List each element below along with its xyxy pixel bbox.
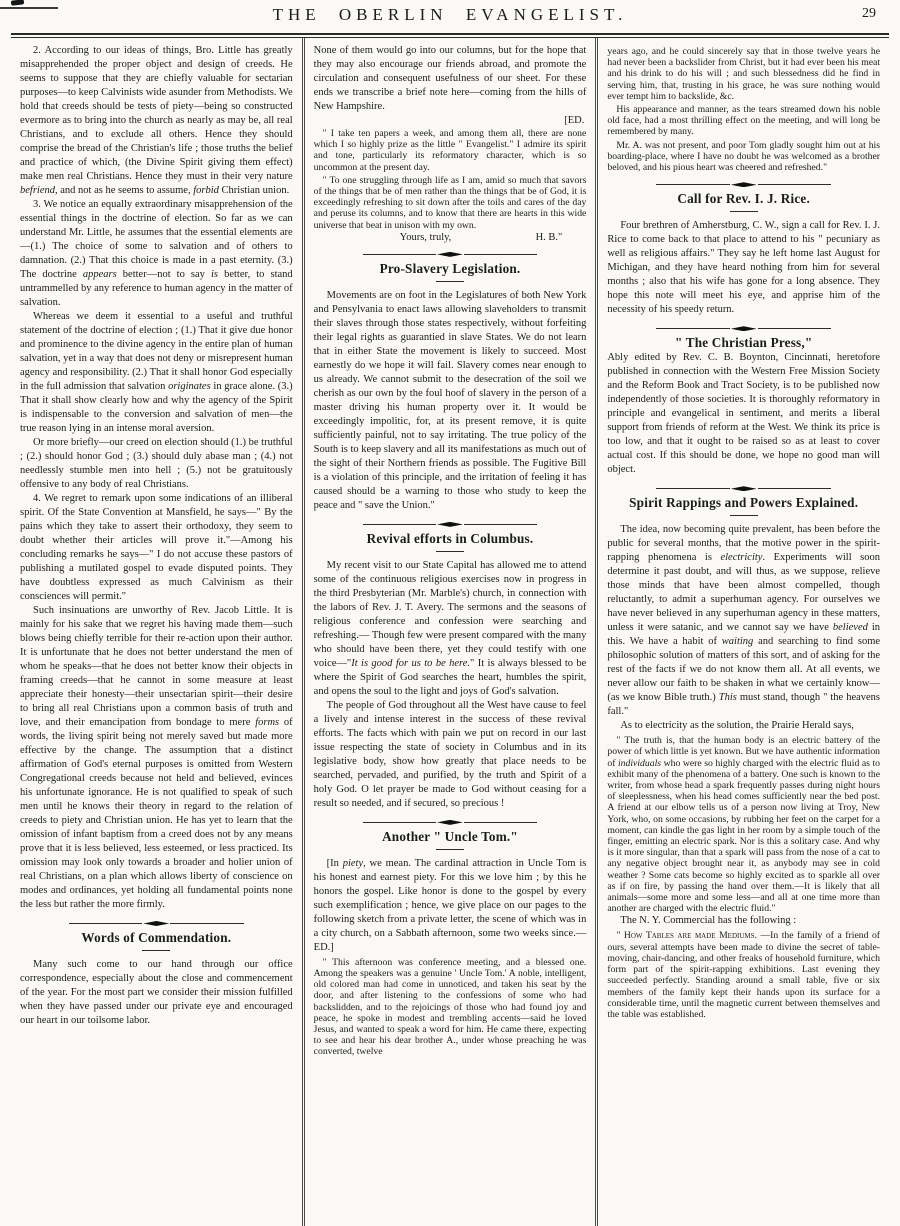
article-heading: Spirit Rappings and Powers Explained. <box>629 495 859 511</box>
divider-line <box>464 254 537 255</box>
page-title: THE OBERLIN EVANGELIST. <box>272 5 628 24</box>
divider-line <box>656 184 729 185</box>
article-heading: Call for Rev. I. J. Rice. <box>677 191 810 207</box>
paragraph: 2. According to our ideas of things, Bro. Little has greatly misapprehended the proper object and design of creeds. He seems to suppose that they are chiefly valuable for sectarian purposes—to keep Calvinists wide asunder from Methodists. We hold that creeds should be tests of piety—being so constructed evermore as to bring into the church as nearly as may be, all real Christians, and to exclude all others. Hence they should comprise the bread of the Christian's life ; those truths the belief and practice of which, (the Divine Spirit giving them effect) make men real Christians. Hence they must in their very nature befriend, and not as he seems to assume, forbid Christian union. <box>20 45 293 196</box>
paragraph: Four brethren of Amherstburg, C. W., sign a call for Rev. I. J. Rice to come back to that place to attend to his " pecuniary as well as religious affairs." They say he left home last August for Michigan, and they have heard nothing from him for several months ; also that his wife has gone for a long absence. They hope this note will meet his eye, and apprise him of the necessity of his speedy return. <box>607 220 881 316</box>
paragraph: Ably edited by Rev. C. B. Boynton, Cincinnati, heretofore published in connection with the Western Free Mission Society and the Reform Book and Tract Society, is to be published now independently of those societies. It is thoroughly reformatory in principle and evangelical in sentiment, and merits a liberal support from friends of reform at the West. We think its price is too low, and that it ought to be raised so as at least to cover actual cost. If this should be done, we hope no good man will object. <box>607 352 881 476</box>
paragraph: Or more briefly—our creed on election should (1.) be truthful ; (2.) should honor God ; (3.) should duly abase man ; (4.) not needlessly stumble men into hell ; (5.) not be gratuitously offensive to any body of real Christians. <box>20 437 293 490</box>
quote-paragraph: " How Tables are made Mediums. —In the family of a friend of ours, several attempts have been made to divine the secret of table-moving, chair-dancing, and other freaks of household furniture, which form part of the spirit-rapping exhibitions. Last evening they succeeded perfectly. Standing around a small table, five or six members of the family kept their hands upon its surface for a considerable time, until the magnetic current between themselves and the table was established. <box>607 930 881 1020</box>
columns <box>11 38 889 1226</box>
heading-rule <box>436 849 464 850</box>
section-divider <box>656 486 831 491</box>
divider-diamond-icon <box>731 326 757 331</box>
divider-line <box>758 328 831 329</box>
quote-paragraph: " The truth is, that the human body is an electric battery of the power of which little is yet known. But we have authentic information of individuals who were so highly charged with the electric fluid as to exhibit many of the phenomena of a battery. One such is known to the writer, from whose head a spark frequently passes during night hours of sleeplessness, when his head comes sufficiently near the bed post. A friend at our elbow tells us of a person now living at Troy, New York, who, on some occasions, by rubbing her feet on the carpet for a moment, can kindle the gas light in her room by a simple touch of the finger, emitting an electric spark. Nor is this a solitary case. And why is it more singular, than that a spark will pass from the nose of a cat to any negative object brought near it, as anybody may see in cold weather ? Some cats become so highly excited as to sparkle all over as if on fire, by passing the hand over them.—It is likely that all animals—some more and some less—and all at one time more than another are charged with the electric fluid." <box>607 735 881 915</box>
quote-paragraph: His appearance and manner, as the tears streamed down his noble old face, had a most thrilling effect on the meeting, and will long be remembered by many. <box>607 104 881 138</box>
signature-text: Yours, truly, <box>399 231 452 243</box>
paragraph: The people of God throughout all the West have cause to feel a lively and intense interest in the success of these revival efforts. The facts which with pain we put on record in our last issue respecting the state of society in Columbus and in its legislative body, show how greatly that place needs to be searched, pervaded, and purified, by the truth and Spirit of a holy God. O let prayer be made to God without ceasing for a result so needed, and if secured, so precious ! <box>313 699 587 809</box>
section-divider <box>363 522 538 527</box>
divider-line <box>758 184 831 185</box>
paragraph: As to electricity as the solution, the Prairie Herald says, <box>620 720 854 732</box>
page-number: 29 <box>862 6 876 21</box>
divider-diamond-icon <box>731 486 757 491</box>
section-divider <box>363 820 538 825</box>
signature-line <box>314 232 587 243</box>
heading-rule <box>436 281 464 282</box>
divider-line <box>758 488 831 489</box>
quote-paragraph: " This afternoon was conference meeting, and a blessed one. Among the speakers was a genuine ' Uncle Tom.' A noble, intelligent, old colored man had come in unnoticed, and taken his seat by the door, and after listening to the confessions of some who had backslidden, and to the rejoicings of those who had found joy and peace, he spoke in modest and trembling accents—said he loved Jesus, and wanted to speak a word for him. He came there, expecting to see and hear his dear brother A., under whose preaching he was converted, twelve <box>313 956 587 1058</box>
divider-line <box>656 488 729 489</box>
divider-line <box>363 822 436 823</box>
heading-rule <box>142 950 170 951</box>
section-divider <box>363 252 538 257</box>
article-heading: Revival efforts in Columbus. <box>366 530 534 546</box>
heading-rule <box>436 551 464 552</box>
paragraph: Movements are on foot in the Legislatures of both New York and Pensylvania to enact laws allowing slaveholders to transmit their slaves through those states respectively, without forfeiting their legal rights as guarantied in slave States. We do not learn that in either State the movement is likely to succeed. Most earnestly do we hope it will fail. Slavery comes near enough to us already. We cannot submit to the desecration of the soil we cherish as our own by the foul hoof of slavery in the person of a master driving his human property over it. It would be exceedingly impolitic, for, at its present remove, it is quite sufficiently painful, not to say irritating. The true policy of the South is to keep slavery and all its manifestations as much out of the sight of their Northern friends as possible. The Fugitive Bill is a violation of this principle, and the irritation of feeling it has caused should be a warning to those who study to keep the peace and " save the Union." <box>313 289 587 511</box>
paragraph: Whereas we deem it essential to a useful and truthful statement of the doctrine of election ; (1.) That it give due honor and prominence to the divine agency in the entire plan of human salvation, yet in a way that does not deny or misrepresent human agency and responsibility. (2.) That it shall honor God especially in the full admission that salvation originates in grace alone. (3.) That it shall show clearly how and why the agency of the Spirit is indispensable to the conversion and salvation of men—the true reason lying in an intense moral aversion. <box>20 311 293 434</box>
divider-line <box>656 328 729 329</box>
divider-line <box>363 254 436 255</box>
divider-diamond-icon <box>437 820 463 825</box>
paragraph: Such insinuations are unworthy of Rev. Jacob Little. It is mainly for his sake that we regret his having made them—such blows being chiefly terrible for their re-action upon their author. It is unfortunate that he does not better understand the men of whom he speaks—that he does not better know their objects in framing creeds—that he cannot in some measure at least appreciate their honesty—their unsectarian spirit—their desire to bring all real Christians upon a common basis of truth and love, and their emancipation from bondage to mere forms of words, the living spirit being not merely saved but made more effective by the change. The assumption that a distinct affirmation of God's eternal purposes is omitted from Western Congregational creeds because not held and believed, evinces his unfortunate ignorance. He is not qualified to speak of such men until he knows their theory in regard to the relation of creeds to piety and Christian union. He has yet to learn that the omission of infant baptism from a creed does not by any means prove that it is less believed, less esteemed, or less practiced. Its omission may look only towards a broader and holier union of real Christians, on a plan which allows liberty of conscience on modes and ordinances, yet holding all fundamental points none the less but rather the more firmly. <box>20 605 293 910</box>
paragraph: My recent visit to our State Capital has allowed me to attend some of the continuous religious exercises now in progress in the third Presbyterian (Mr. Marble's) church, in connection with the labors of Rev. J. T. Avery. The sermons and the seasons of religious conference and confession were searching and refreshing.— Though few were present compared with the many who should have been there, yet they could testify with one voice—"It is good for us to be here." It is always blessed to be where the Spirit of God searches the heart, humbles the spirit, and opens the soul to the light and joys of God's salvation. <box>313 559 587 697</box>
article-heading: Pro-Slavery Legislation. <box>379 260 521 276</box>
quote-paragraph: years ago, and he could sincerely say that in those twelve years he had never been a backslider from Christ, but it had ever been his meat and his drink to do his will ; and such blessedness did he find in serving him, that, trusting in his grace, he was sure nothing would ever tempt him to backslide, &c. <box>607 46 881 102</box>
signature-name: H. B." <box>535 231 563 243</box>
divider-line <box>464 524 537 525</box>
column-2 <box>302 38 596 1226</box>
column-1 <box>11 38 302 1226</box>
paragraph: The idea, now becoming quite prevalent, has been before the public for several months, that the motive power in the spirit-rapping phenomena is electricity. Experiments will soon determine it past doubt, and will thus, as we suppose, relieve those minds that have been almost compelled, though reluctantly, to admit a superhuman agency. For ourselves we have never believed in any superhuman agency in these matters, unless it were satanic, and we cannot say we have believed in this. We have a habit of waiting and searching to find some philosophic solution of matters of this sort, and of asking for the rest of the facts if we do not know them all. At all events, we never allow our faith to be shaken in what we certainly know—(as we know Bible truth.) This must stand, though " the heavens fall." <box>607 524 881 718</box>
divider-line <box>170 923 243 924</box>
editor-mark: [ED. <box>564 115 585 126</box>
heading-rule <box>730 515 758 516</box>
paragraph: The N. Y. Commercial has the following : <box>620 915 797 927</box>
divider-line <box>464 822 537 823</box>
section-divider <box>69 921 244 926</box>
quote-paragraph: " To one struggling through life as I am, amid so much that savors of the things that be of men rather than the things that be of God, it is exceedingly refreshing to sit down after the toils and cares of the day and peruse its columns, and to know that there are hearts in this wide universe that beat in unison with my own. <box>313 174 587 231</box>
paragraph: 3. We notice an equally extraordinary misapprehension of the essential things in the doctrine of election. So far as we can understand Mr. Little, he assumes that the essential elements are—(1.) The choice of some to salvation and of others to damnation. (2.) That this choice is made in a past eternity. (3.) The doctrine appears better—not to say is better, to stand untrammelled by any reference to human agency in the matter of salvation. <box>20 199 293 308</box>
article-heading: Words of Commendation. <box>81 930 232 945</box>
article-heading: Another " Uncle Tom." <box>382 828 518 844</box>
divider-line <box>363 524 436 525</box>
quote-paragraph: " I take ten papers a week, and among them all, there are none which I so highly prize as the little " Evangelist." I admire its spirit and tone, particularly its reformatory character, which is so uncommon at the present day. <box>313 128 587 173</box>
quote-paragraph: Mr. A. was not present, and poor Tom gladly sought him out at his boarding-place, where I have no doubt he was welcomed as a brother beloved, and his pious heart was cheered and refreshed." <box>607 139 881 174</box>
divider-line <box>69 923 142 924</box>
divider-diamond-icon <box>437 252 463 257</box>
divider-diamond-icon <box>731 182 757 187</box>
section-divider <box>656 182 831 187</box>
paragraph: Many such come to our hand through our office correspondence, especially about the close and commencement of the year. For the most part we consider their mission fulfilled when they have passed under our private eye and encouraged our heart in our toilsome labor. <box>20 959 293 1026</box>
masthead <box>0 0 900 33</box>
column-3 <box>595 38 889 1226</box>
article-heading: " The Christian Press," <box>674 335 813 351</box>
paragraph: 4. We regret to remark upon some indications of an illiberal spirit. Of the State Convention at Mansfield, he says—" By the pains which they take to assert their orthodoxy, they seem to doubt whether their articles will prove it."—Among his concluding remarks he says—" I do not accuse these pastors of publishing a mutilated gospel to evade disputed points. They have doubtless expressed as much Calvinism as their consciences will permit." <box>20 493 293 602</box>
heading-rule <box>730 211 758 212</box>
section-divider <box>656 326 831 331</box>
paragraph: None of them would go into our columns, but for the hope that they may also encourage our friends abroad, and promote the circulation and consequent usefulness of our sheet. For these ends we transcribe a brief note here—coming from the hills of New Hampshire. <box>313 45 587 112</box>
divider-diamond-icon <box>437 522 463 527</box>
divider-diamond-icon <box>143 921 169 926</box>
paragraph: [In piety, we mean. The cardinal attraction in Uncle Tom is his honest and earnest piety. For this we love him ; by this he honors the gospel. Like honor is done to the gospel by every such exemplification ; hence, we give place on our pages to the following sketch from a private letter, the scene of which was in a city church, on a Sabbath afternoon, some two weeks since.—ED.] <box>313 857 587 953</box>
